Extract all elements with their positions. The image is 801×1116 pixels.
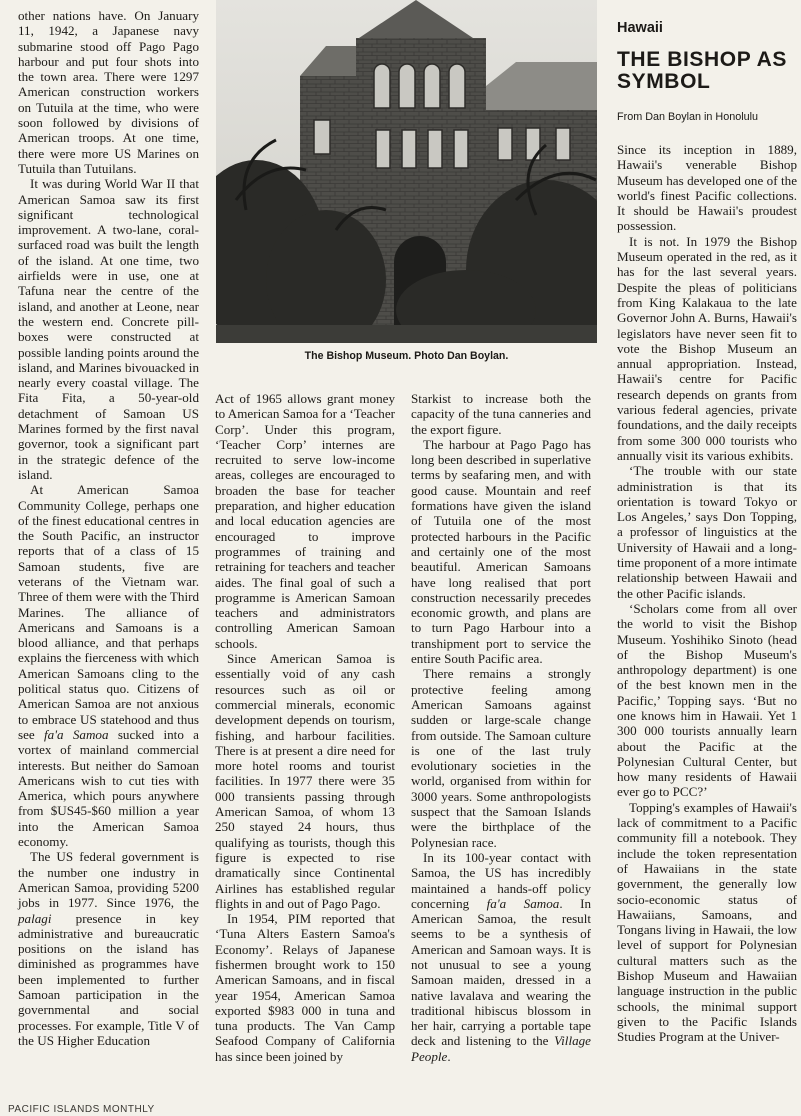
paragraph: other nations have. On January 11, 1942, a Japanese navy submarine stood off Pago Pago harbour and put four shots into the town area. There were 1297 American construction workers on Tutuila at the time, who were soon followed by divisions of American troops. At one time, there were more US Marines on Tutuila than Tutuilans. (18, 8, 199, 176)
paragraph: In 1954, PIM reported that ‘Tuna Alters Eastern Samoa's Economy’. Relays of Japanese fishermen brought work to 150 American Samoans, and in fiscal year 1954, American Samoa exported $983 000 in tuna and tuna products. The Van Camp Seafood Company of California has since been joined by (215, 911, 395, 1064)
byline: From Dan Boylan in Honolulu (617, 111, 759, 123)
section-label: Hawaii (617, 20, 663, 36)
paragraph: Act of 1965 allows grant money to American Samoa for a ‘Teacher Corp’. Under this program, ‘Teacher Corp’ internes are recruited to serve low-income areas, colleges are encouraged to broaden the base for teacher preparation, and higher education and local education agencies are encouraged to improve programmes of training and retraining for teachers and teacher aides. The final goal of such a programme is American Samoan teachers and administrators controlling American Samoan schools. (215, 391, 395, 651)
paragraph: Starkist to increase both the capacity of the tuna canneries and the export figure. (411, 391, 591, 437)
paragraph: It was during World War II that American Samoa saw its first significant technological improvement. A two-lane, coral-surfaced road was built the length of the island. At one time, two airfields were in use, one at Tafuna near the centre of the island, and another at Leone, near the western end. Concrete pill-boxes were constructed at possible landing points around the island, and Marines bivouacked in nearly every coastal village. The Fita Fita, a 50-year-old detachment of Samoan US Marines formed by the first naval governor, took a significant part in the strategic defence of the island. (18, 176, 199, 482)
running-footer: PACIFIC ISLANDS MONTHLY (8, 1104, 155, 1115)
paragraph: There remains a strongly protective feeling among American Samoans against sudden or large-scale change from outside. The Samoan culture is one of the last truly evolutionary societies in the world, organised from within for 3000 years. Some anthropologists suspect that the Samoan Islands were the birthplace of the Polynesian race. (411, 666, 591, 850)
article-column-right (411, 391, 591, 1064)
paragraph: Since its inception in 1889, Hawaii's venerable Bishop Museum has developed one of the world's finest Pacific collections. It should be Hawaii's proudest possession. (617, 142, 797, 234)
feature-column (617, 142, 797, 1045)
paragraph: It is not. In 1979 the Bishop Museum operated in the red, as it has for the last several years. Despite the pleas of politicians from King Kalakaua to the late Governor John A. Burns, Hawaii's legislators have never seen fit to vote the Bishop Museum an annual appropriation. Instead, Hawaii's centre for Pacific research depends on grants from various federal agencies, private foundations, and the daily receipts from some 300 000 tourists who annually visit its various exhibits. (617, 233, 797, 463)
article-column-left (18, 8, 199, 1048)
photo-caption: The Bishop Museum. Photo Dan Boylan. (304, 350, 509, 362)
paragraph: Topping's examples of Hawaii's lack of commitment to a Pacific community fill a notebook. They include the token representation of Hawaiians in the state government, the generally low socio-economic status of Hawaiians, Samoans, and Tongans living in Hawaii, the low level of support for Polynesian cultural matters such as the Bishop Museum and Hawaiian language instruction in the public schools, the minimal support given to the Pacific Islands Studies Program at the Univer- (617, 799, 797, 1045)
paragraph: The harbour at Pago Pago has long been described in superlative terms by seafaring men, and with good cause. Mountain and reef formations have given the island of Tutuila one of the most protected harbours in the Pacific and certainly one of the most beautiful. American Samoans have long realised that port construction necessarily precedes economic growth, and plans are to turn Pago Harbour into a transhipment port to service the entire South Pacific area. (411, 436, 591, 667)
paragraph: The US federal government is the number one industry in American Samoa, providing 5200 jobs in 1977. Since 1976, the palagi presence in key administrative and bureaucratic positions on the island has diminished as programmes have been implemented to further Samoan participation in the governmental and social processes. For example, Title V of the US Higher Education (18, 849, 199, 1048)
bishop-museum-photo (216, 0, 597, 343)
article-column-middle (215, 391, 395, 1064)
paragraph: ‘Scholars come from all over the world to visit the Bishop Museum. Yoshihiko Sinoto (head of the Bishop Museum's anthropology department) is one of the best known men in the Pacific,’ Topping says. ‘But no one knows him in Hawaii. Yet 1 300 000 tourists annually learn about the Pacific at the Polynesian Cultural Center, but how many residents of Hawaii ever go to PCC?’ (617, 600, 797, 800)
paragraph: At American Samoa Community College, perhaps one of the finest educational centres in the South Pacific, an instructor reports that of a class of 15 Samoan students, five are veterans of the Vietnam war. Three of them were with the Third Marines. The alliance of Americans and Samoans is a blood alliance, and that perhaps explains the fierceness with which American Samoans cling to the political status quo. Citizens of American Samoa are not anxious to embrace US statehood and thus see fa'a Samoa sucked into a vortex of mainland commercial interests. But neither do Samoan Americans wish to cut ties with America, which pours anywhere from $US45-$60 million a year into the American Samoa economy. (18, 482, 199, 850)
feature-headline: THE BISHOP AS SYMBOL (617, 48, 787, 93)
paragraph: Since American Samoa is essentially void of any cash resources such as oil or commercial minerals, economic development depends on tourism, fishing, and harbour facilities. There is at present a dire need for more hotel rooms and tourist facilities. In 1977 there were 35 000 transients passing through American Samoa, of whom 13 250 stayed 24 hours, thus qualifying as tourists, though this figure is expected to rise dramatically since Continental Airlines has established regular flights in and out of Pago Pago. (215, 651, 395, 911)
paragraph: In its 100-year contact with Samoa, the US has incredibly maintained a hands-off policy concerning fa'a Samoa. In American Samoa, the result seems to be a synthesis of American and Samoan ways. It is not unusual to see a young Samoan maiden, dressed in a native lavalava and wearing the traditional hibiscus blossom in her hair, carrying a portable tape deck and listening to the Village People. (411, 849, 591, 1064)
paragraph: ‘The trouble with our state administration is that its orientation is toward Tokyo or Los Angeles,’ says Don Topping, a professor of linguistics at the University of Hawaii and a long-time proponent of a more intimate relationship between Hawaii and the other Pacific islands. (617, 463, 797, 601)
